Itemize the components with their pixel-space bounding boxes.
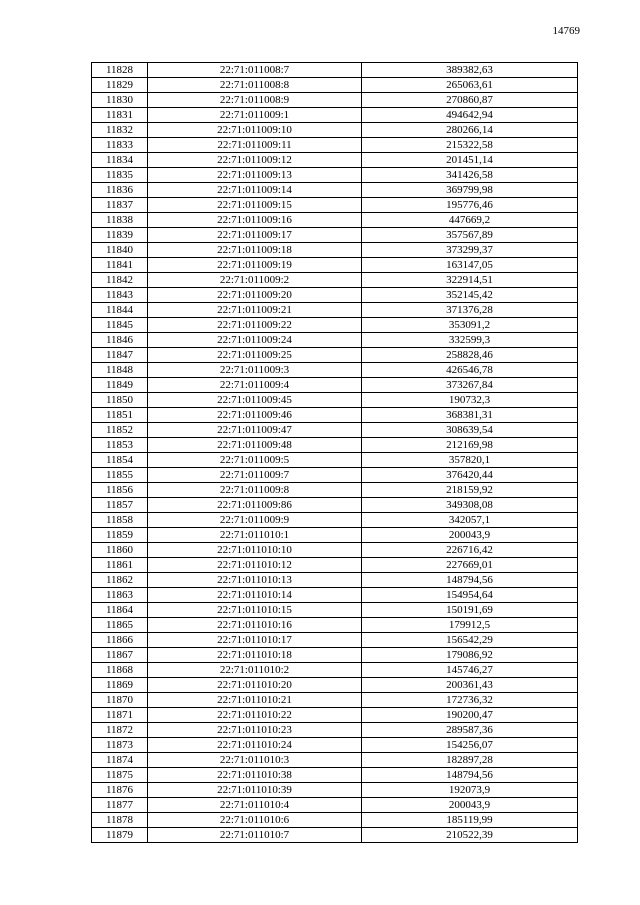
table-row — [92, 213, 578, 228]
row-number-cell: 11840 — [92, 243, 148, 258]
table-row — [92, 753, 578, 768]
value-cell: 212169,98 — [362, 438, 578, 453]
table-row — [92, 243, 578, 258]
row-number-cell: 11871 — [92, 708, 148, 723]
table-row — [92, 603, 578, 618]
value-cell: 215322,58 — [362, 138, 578, 153]
cadastral-number-cell: 22:71:011010:39 — [148, 783, 362, 798]
table-row — [92, 513, 578, 528]
row-number-cell: 11842 — [92, 273, 148, 288]
cadastral-number-cell: 22:71:011009:47 — [148, 423, 362, 438]
cadastral-number-cell: 22:71:011009:10 — [148, 123, 362, 138]
cadastral-number-cell: 22:71:011009:17 — [148, 228, 362, 243]
table-row — [92, 798, 578, 813]
row-number-cell: 11868 — [92, 663, 148, 678]
cadastral-number-cell: 22:71:011009:4 — [148, 378, 362, 393]
value-cell: 447669,2 — [362, 213, 578, 228]
cadastral-number-cell: 22:71:011009:46 — [148, 408, 362, 423]
value-cell: 332599,3 — [362, 333, 578, 348]
value-cell: 145746,27 — [362, 663, 578, 678]
row-number-cell: 11828 — [92, 63, 148, 78]
value-cell: 308639,54 — [362, 423, 578, 438]
cadastral-number-cell: 22:71:011009:5 — [148, 453, 362, 468]
value-cell: 163147,05 — [362, 258, 578, 273]
cadastral-number-cell: 22:71:011010:22 — [148, 708, 362, 723]
cadastral-number-cell: 22:71:011010:4 — [148, 798, 362, 813]
cadastral-number-cell: 22:71:011010:14 — [148, 588, 362, 603]
row-number-cell: 11877 — [92, 798, 148, 813]
data-table — [91, 62, 578, 843]
row-number-cell: 11839 — [92, 228, 148, 243]
cadastral-number-cell: 22:71:011008:7 — [148, 63, 362, 78]
value-cell: 341426,58 — [362, 168, 578, 183]
value-cell: 156542,29 — [362, 633, 578, 648]
value-cell: 289587,36 — [362, 723, 578, 738]
row-number-cell: 11860 — [92, 543, 148, 558]
value-cell: 426546,78 — [362, 363, 578, 378]
row-number-cell: 11863 — [92, 588, 148, 603]
table-row — [92, 228, 578, 243]
row-number-cell: 11846 — [92, 333, 148, 348]
value-cell: 172736,32 — [362, 693, 578, 708]
cadastral-number-cell: 22:71:011010:7 — [148, 828, 362, 843]
table-row — [92, 708, 578, 723]
value-cell: 210522,39 — [362, 828, 578, 843]
table-row — [92, 168, 578, 183]
value-cell: 154256,07 — [362, 738, 578, 753]
value-cell: 195776,46 — [362, 198, 578, 213]
row-number-cell: 11833 — [92, 138, 148, 153]
row-number-cell: 11858 — [92, 513, 148, 528]
value-cell: 185119,99 — [362, 813, 578, 828]
value-cell: 190200,47 — [362, 708, 578, 723]
table-row — [92, 648, 578, 663]
row-number-cell: 11847 — [92, 348, 148, 363]
table-row — [92, 453, 578, 468]
cadastral-number-cell: 22:71:011010:20 — [148, 678, 362, 693]
row-number-cell: 11862 — [92, 573, 148, 588]
value-cell: 352145,42 — [362, 288, 578, 303]
row-number-cell: 11854 — [92, 453, 148, 468]
row-number-cell: 11865 — [92, 618, 148, 633]
page-number: 14769 — [552, 25, 580, 37]
row-number-cell: 11830 — [92, 93, 148, 108]
cadastral-number-cell: 22:71:011010:13 — [148, 573, 362, 588]
table-row — [92, 393, 578, 408]
row-number-cell: 11852 — [92, 423, 148, 438]
row-number-cell: 11873 — [92, 738, 148, 753]
cadastral-number-cell: 22:71:011010:15 — [148, 603, 362, 618]
value-cell: 270860,87 — [362, 93, 578, 108]
cadastral-number-cell: 22:71:011009:25 — [148, 348, 362, 363]
cadastral-number-cell: 22:71:011009:7 — [148, 468, 362, 483]
row-number-cell: 11834 — [92, 153, 148, 168]
value-cell: 192073,9 — [362, 783, 578, 798]
table-row — [92, 723, 578, 738]
table-row — [92, 273, 578, 288]
value-cell: 322914,51 — [362, 273, 578, 288]
table-row — [92, 573, 578, 588]
cadastral-number-cell: 22:71:011009:15 — [148, 198, 362, 213]
value-cell: 200043,9 — [362, 528, 578, 543]
value-cell: 373267,84 — [362, 378, 578, 393]
row-number-cell: 11844 — [92, 303, 148, 318]
row-number-cell: 11879 — [92, 828, 148, 843]
value-cell: 376420,44 — [362, 468, 578, 483]
table-row — [92, 468, 578, 483]
value-cell: 494642,94 — [362, 108, 578, 123]
table-row — [92, 768, 578, 783]
row-number-cell: 11875 — [92, 768, 148, 783]
cadastral-number-cell: 22:71:011009:11 — [148, 138, 362, 153]
value-cell: 218159,92 — [362, 483, 578, 498]
row-number-cell: 11855 — [92, 468, 148, 483]
value-cell: 150191,69 — [362, 603, 578, 618]
value-cell: 357567,89 — [362, 228, 578, 243]
table-row — [92, 828, 578, 843]
value-cell: 201451,14 — [362, 153, 578, 168]
table-row — [92, 333, 578, 348]
cadastral-number-cell: 22:71:011008:8 — [148, 78, 362, 93]
row-number-cell: 11832 — [92, 123, 148, 138]
table-row — [92, 438, 578, 453]
row-number-cell: 11845 — [92, 318, 148, 333]
cadastral-number-cell: 22:71:011010:1 — [148, 528, 362, 543]
cadastral-number-cell: 22:71:011009:48 — [148, 438, 362, 453]
table-row — [92, 318, 578, 333]
value-cell: 265063,61 — [362, 78, 578, 93]
cadastral-number-cell: 22:71:011009:86 — [148, 498, 362, 513]
value-cell: 280266,14 — [362, 123, 578, 138]
table-row — [92, 93, 578, 108]
value-cell: 258828,46 — [362, 348, 578, 363]
table-row — [92, 78, 578, 93]
table-row — [92, 663, 578, 678]
row-number-cell: 11867 — [92, 648, 148, 663]
row-number-cell: 11859 — [92, 528, 148, 543]
table-row — [92, 408, 578, 423]
row-number-cell: 11866 — [92, 633, 148, 648]
cadastral-number-cell: 22:71:011010:3 — [148, 753, 362, 768]
row-number-cell: 11853 — [92, 438, 148, 453]
value-cell: 148794,56 — [362, 573, 578, 588]
cadastral-number-cell: 22:71:011009:19 — [148, 258, 362, 273]
row-number-cell: 11870 — [92, 693, 148, 708]
table-row — [92, 153, 578, 168]
table-row — [92, 813, 578, 828]
table-body — [92, 63, 578, 843]
table-row — [92, 198, 578, 213]
table-row — [92, 138, 578, 153]
table-row — [92, 288, 578, 303]
value-cell: 342057,1 — [362, 513, 578, 528]
row-number-cell: 11849 — [92, 378, 148, 393]
cadastral-number-cell: 22:71:011010:21 — [148, 693, 362, 708]
row-number-cell: 11861 — [92, 558, 148, 573]
cadastral-number-cell: 22:71:011010:2 — [148, 663, 362, 678]
row-number-cell: 11835 — [92, 168, 148, 183]
table-row — [92, 183, 578, 198]
table-row — [92, 633, 578, 648]
table-row — [92, 783, 578, 798]
value-cell: 369799,98 — [362, 183, 578, 198]
table-row — [92, 258, 578, 273]
table-row — [92, 348, 578, 363]
cadastral-number-cell: 22:71:011009:45 — [148, 393, 362, 408]
table-row — [92, 693, 578, 708]
cadastral-number-cell: 22:71:011009:8 — [148, 483, 362, 498]
cadastral-number-cell: 22:71:011008:9 — [148, 93, 362, 108]
cadastral-number-cell: 22:71:011009:9 — [148, 513, 362, 528]
row-number-cell: 11848 — [92, 363, 148, 378]
value-cell: 357820,1 — [362, 453, 578, 468]
cadastral-number-cell: 22:71:011009:16 — [148, 213, 362, 228]
value-cell: 179086,92 — [362, 648, 578, 663]
table-row — [92, 378, 578, 393]
row-number-cell: 11856 — [92, 483, 148, 498]
cadastral-number-cell: 22:71:011010:10 — [148, 543, 362, 558]
value-cell: 373299,37 — [362, 243, 578, 258]
cadastral-number-cell: 22:71:011009:20 — [148, 288, 362, 303]
row-number-cell: 11876 — [92, 783, 148, 798]
cadastral-number-cell: 22:71:011009:3 — [148, 363, 362, 378]
row-number-cell: 11857 — [92, 498, 148, 513]
cadastral-number-cell: 22:71:011010:24 — [148, 738, 362, 753]
table-row — [92, 123, 578, 138]
row-number-cell: 11836 — [92, 183, 148, 198]
table-row — [92, 363, 578, 378]
table-row — [92, 498, 578, 513]
cadastral-number-cell: 22:71:011009:2 — [148, 273, 362, 288]
cadastral-number-cell: 22:71:011010:18 — [148, 648, 362, 663]
row-number-cell: 11872 — [92, 723, 148, 738]
row-number-cell: 11829 — [92, 78, 148, 93]
table-row — [92, 588, 578, 603]
value-cell: 371376,28 — [362, 303, 578, 318]
value-cell: 226716,42 — [362, 543, 578, 558]
table-row — [92, 528, 578, 543]
table-row — [92, 558, 578, 573]
value-cell: 389382,63 — [362, 63, 578, 78]
cadastral-number-cell: 22:71:011009:18 — [148, 243, 362, 258]
cadastral-number-cell: 22:71:011010:17 — [148, 633, 362, 648]
row-number-cell: 11851 — [92, 408, 148, 423]
row-number-cell: 11864 — [92, 603, 148, 618]
table-row — [92, 678, 578, 693]
row-number-cell: 11878 — [92, 813, 148, 828]
cadastral-number-cell: 22:71:011010:12 — [148, 558, 362, 573]
cadastral-number-cell: 22:71:011010:38 — [148, 768, 362, 783]
row-number-cell: 11831 — [92, 108, 148, 123]
value-cell: 353091,2 — [362, 318, 578, 333]
row-number-cell: 11843 — [92, 288, 148, 303]
row-number-cell: 11869 — [92, 678, 148, 693]
cadastral-number-cell: 22:71:011010:16 — [148, 618, 362, 633]
row-number-cell: 11838 — [92, 213, 148, 228]
cadastral-number-cell: 22:71:011009:24 — [148, 333, 362, 348]
value-cell: 182897,28 — [362, 753, 578, 768]
value-cell: 190732,3 — [362, 393, 578, 408]
row-number-cell: 11850 — [92, 393, 148, 408]
value-cell: 148794,56 — [362, 768, 578, 783]
row-number-cell: 11841 — [92, 258, 148, 273]
cadastral-number-cell: 22:71:011009:1 — [148, 108, 362, 123]
cadastral-number-cell: 22:71:011009:14 — [148, 183, 362, 198]
cadastral-number-cell: 22:71:011009:22 — [148, 318, 362, 333]
cadastral-number-cell: 22:71:011010:6 — [148, 813, 362, 828]
cadastral-number-cell: 22:71:011009:12 — [148, 153, 362, 168]
value-cell: 200043,9 — [362, 798, 578, 813]
row-number-cell: 11874 — [92, 753, 148, 768]
value-cell: 179912,5 — [362, 618, 578, 633]
table-row — [92, 423, 578, 438]
table-row — [92, 108, 578, 123]
cadastral-number-cell: 22:71:011009:21 — [148, 303, 362, 318]
row-number-cell: 11837 — [92, 198, 148, 213]
cadastral-number-cell: 22:71:011010:23 — [148, 723, 362, 738]
value-cell: 227669,01 — [362, 558, 578, 573]
table-row — [92, 738, 578, 753]
table-row — [92, 543, 578, 558]
cadastral-number-cell: 22:71:011009:13 — [148, 168, 362, 183]
value-cell: 368381,31 — [362, 408, 578, 423]
value-cell: 154954,64 — [362, 588, 578, 603]
table-row — [92, 303, 578, 318]
value-cell: 200361,43 — [362, 678, 578, 693]
value-cell: 349308,08 — [362, 498, 578, 513]
table-row — [92, 63, 578, 78]
table-row — [92, 483, 578, 498]
table-row — [92, 618, 578, 633]
